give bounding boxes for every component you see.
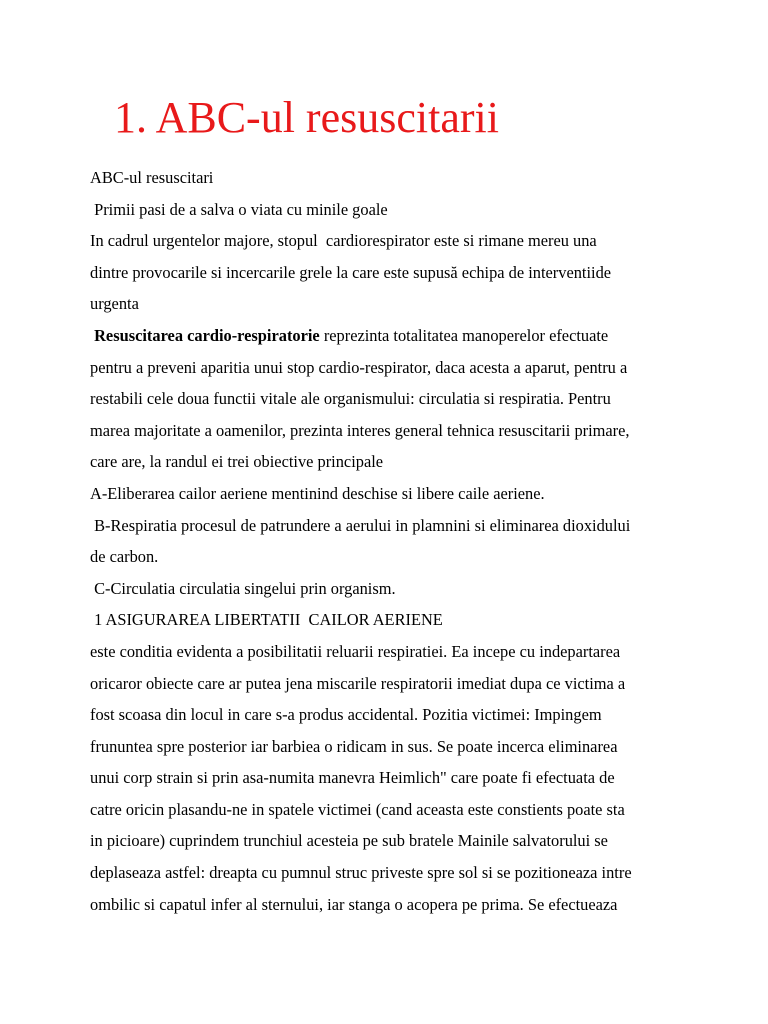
document-body: [90, 162, 690, 920]
paragraph-line: ABC-ul resuscitari: [90, 168, 214, 187]
paragraph-line: ombilic si capatul infer al sternului, iar stanga o acopera pe prima. Se efectueaza: [90, 894, 618, 914]
paragraph-line: fost scoasa din locul in care s-a produs accidental. Pozitia victimei: Impingem: [90, 705, 602, 725]
paragraph-line: In cadrul urgentelor majore, stopul cardiorespirator este si rimane mereu una: [90, 231, 597, 251]
paragraph-line: frununtea spre posterior iar barbiea o ridicam in sus. Se poate incerca eliminarea: [90, 736, 618, 756]
paragraph-line: urgenta: [90, 294, 139, 314]
page-title: 1. ABC-ul resuscitarii: [114, 93, 499, 142]
section-heading: 1 ASIGURAREA LIBERTATII CAILOR AERIENE: [90, 610, 443, 630]
paragraph-line: care are, la randul ei trei obiective principale: [90, 452, 384, 472]
term-definition: reprezinta totalitatea manoperelor efectuate: [319, 325, 609, 345]
paragraph-line: dintre provocarile si incercarile grele la care este supusă echipa de interventiide: [90, 262, 612, 282]
paragraph-line: A-Eliberarea cailor aeriene mentinind deschise si libere caile aeriene.: [90, 483, 545, 503]
paragraph-line: C-Circulatia circulatia singelui prin organism.: [90, 578, 396, 598]
paragraph-line: marea majoritate a oamenilor, prezinta interes general tehnica resuscitarii primare,: [90, 420, 630, 440]
paragraph-line: in picioare) cuprindem trunchiul acesteia pe sub bratele Mainile salvatorului se: [90, 831, 608, 851]
paragraph-line: de carbon.: [90, 547, 159, 567]
paragraph-line: deplaseaza astfel: dreapta cu pumnul struc priveste spre sol si se pozitioneaza intre: [90, 863, 632, 883]
paragraph-line-rcr: [90, 320, 690, 352]
paragraph-line: pentru a preveni aparitia unui stop cardio-respirator, daca acesta a aparut, pentru a: [90, 357, 628, 377]
paragraph-line: catre oricin plasandu-ne in spatele victimei (cand aceasta este constients poate sta: [90, 799, 625, 819]
paragraph-line: este conditia evidenta a posibilitatii reluarii respiratiei. Ea incepe cu indepartarea: [90, 641, 621, 661]
paragraph-line: Primii pasi de a salva o viata cu minile goale: [90, 199, 388, 219]
paragraph-line: oricaror obiecte care ar putea jena miscarile respiratorii imediat dupa ce victima a: [90, 673, 626, 693]
bold-term: Resuscitarea cardio-respiratorie: [90, 325, 320, 345]
paragraph-line: restabili cele doua functii vitale ale organismului: circulatia si respiratia. Pentru: [90, 389, 611, 409]
paragraph-line: B-Respiratia procesul de patrundere a aerului in plamnini si eliminarea dioxidului: [90, 515, 631, 535]
paragraph-line: unui corp strain si prin asa-numita manevra Heimlich" care poate fi efectuata de: [90, 768, 615, 788]
